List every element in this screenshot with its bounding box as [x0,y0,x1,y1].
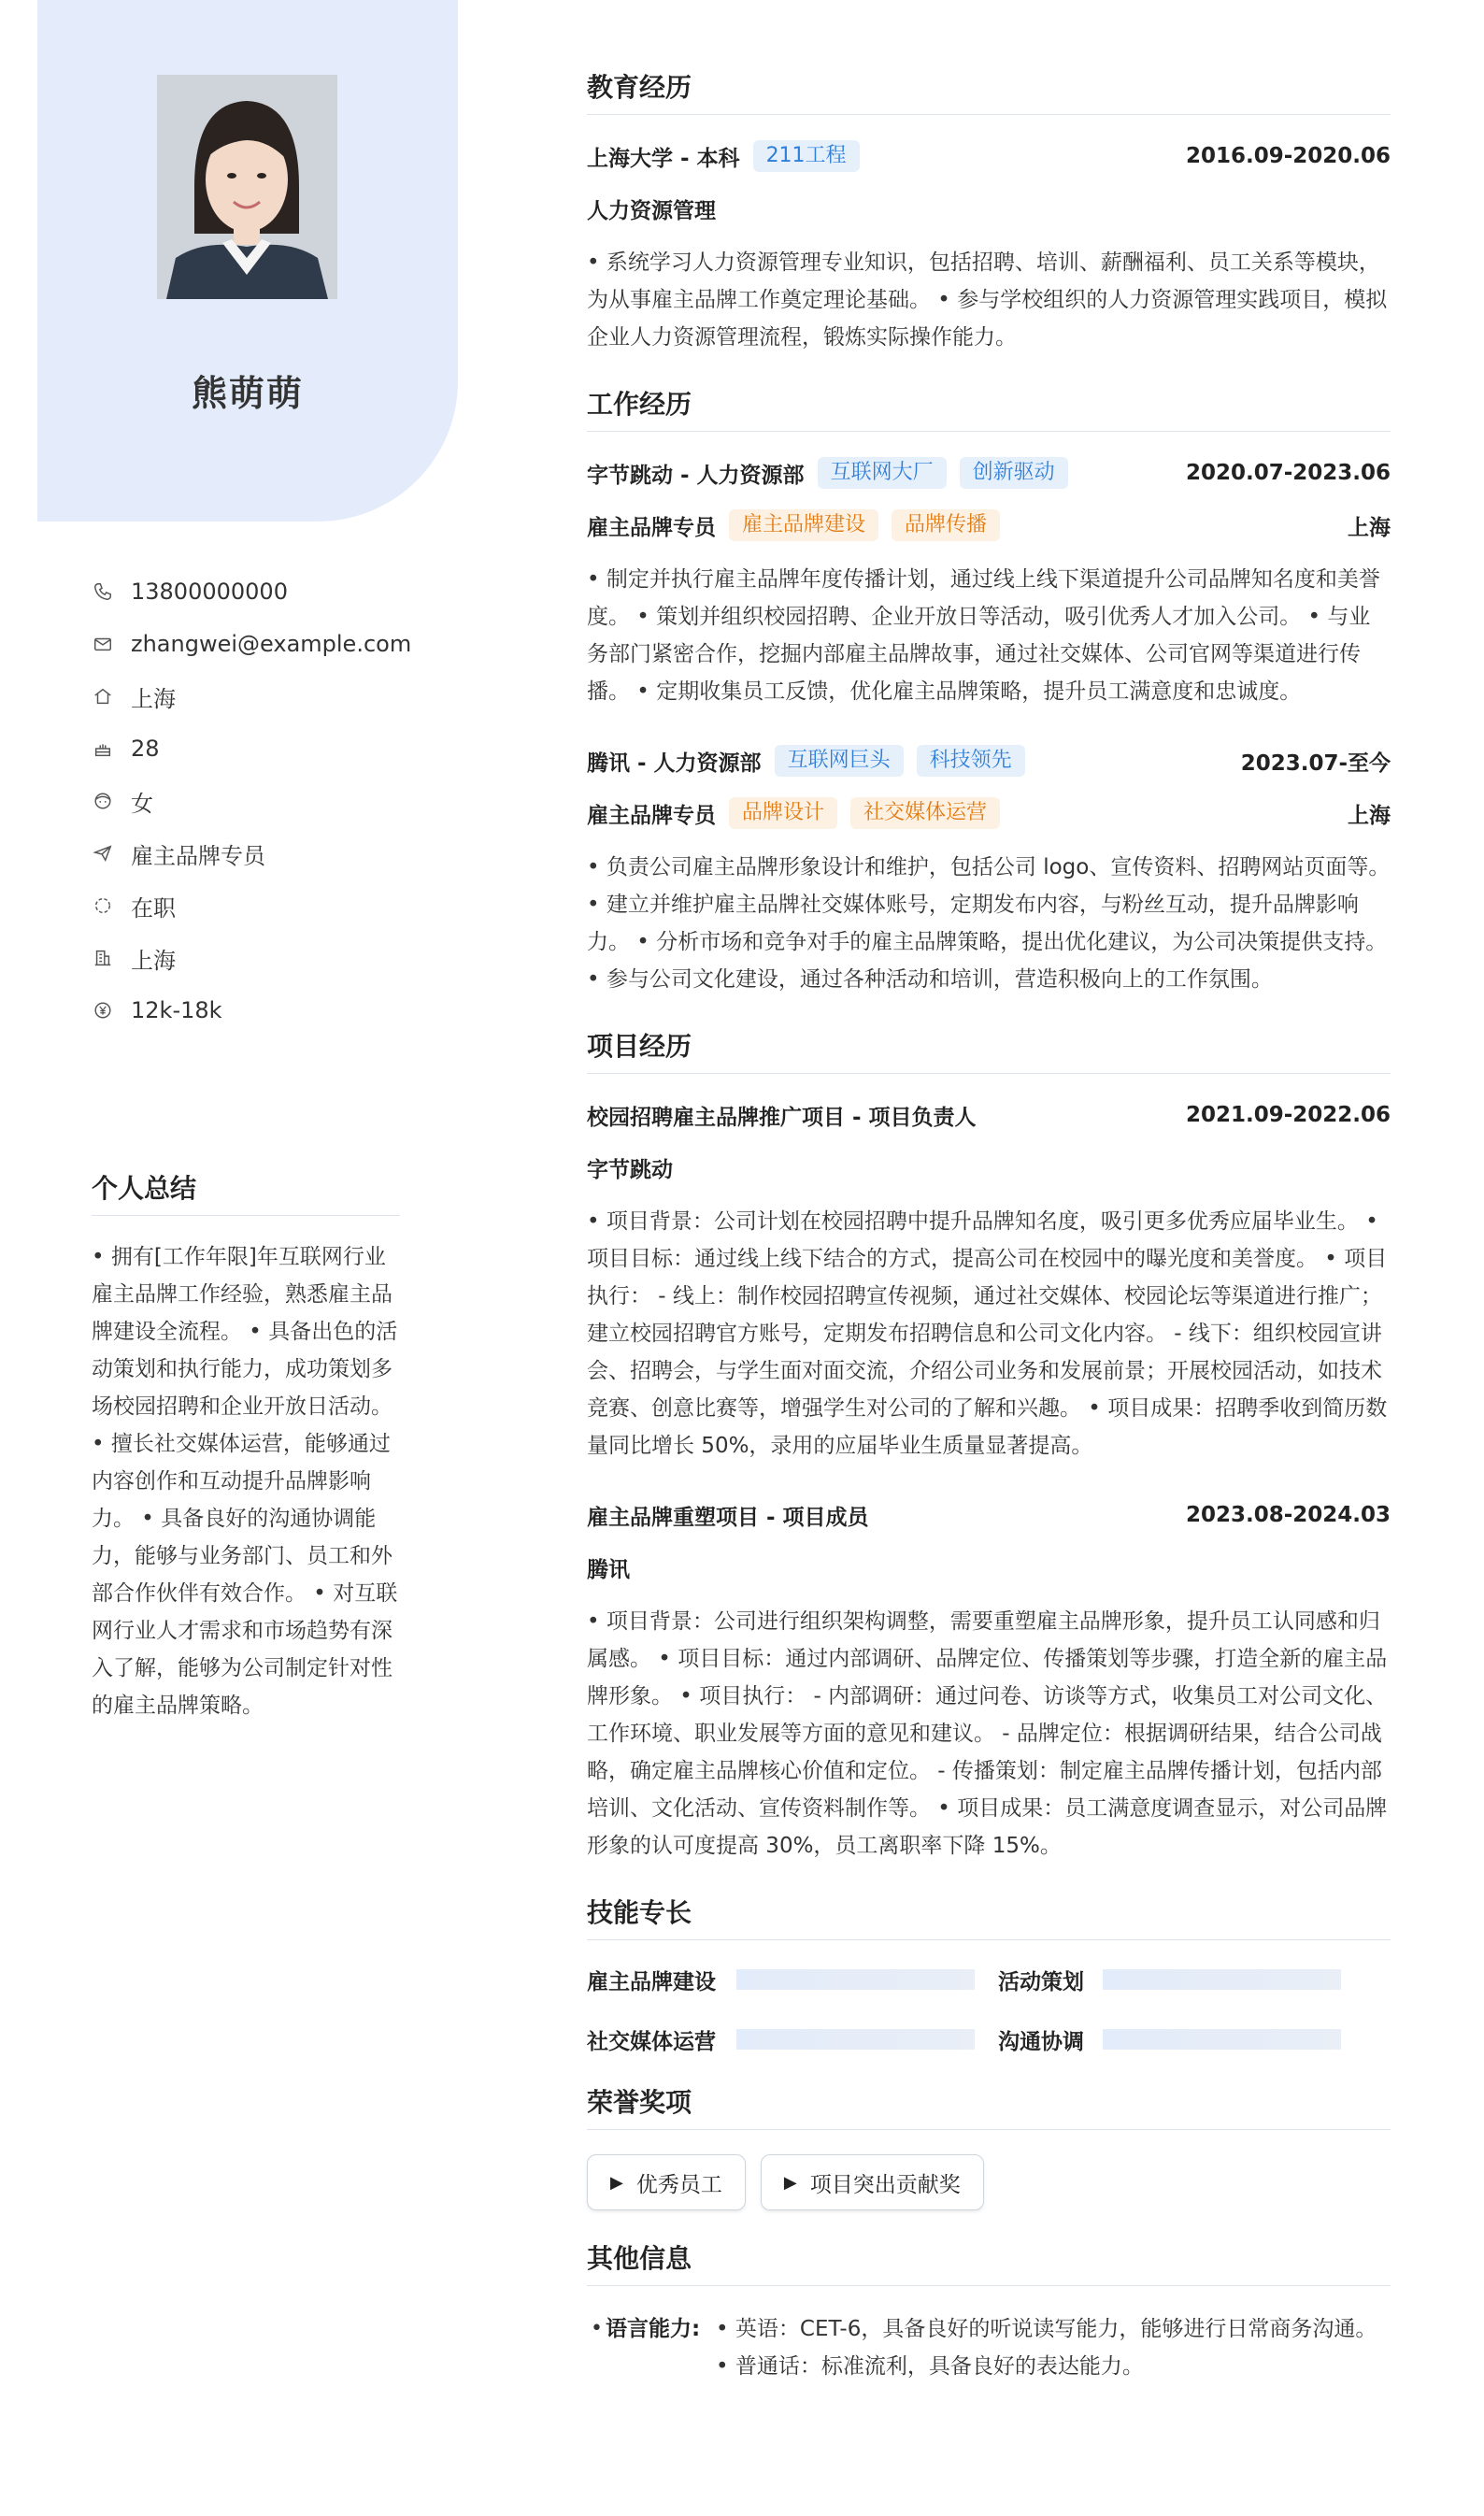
mail-icon [92,633,114,655]
play-icon: ▶ [610,2172,623,2193]
work-role-tag: 雇主品牌建设 [729,509,878,541]
work-date: 2020.07-2023.06 [1185,461,1391,485]
skill-item [998,1965,1391,1994]
play-icon: ▶ [783,2172,797,2193]
skill-name: 活动策划 [998,1969,1084,1994]
project-header [587,1098,1391,1132]
work-date: 2023.07-至今 [1240,751,1391,776]
work-section [587,384,1391,998]
other-item [587,2310,1391,2385]
work-city: 上海 [1348,515,1391,540]
other-text: • 英语：CET-6，具备良好的听说读写能力，能够进行日常商务沟通。 • 普通话：标准流利，具备良好的表达能力。 [716,2317,1377,2379]
skill-bar [1103,2029,1341,2050]
contact-salary [92,984,437,1036]
education-title: 教育经历 [587,67,1391,115]
project-date: 2023.08-2024.03 [1185,1503,1391,1527]
cake-icon [92,737,114,760]
skill-name: 社交媒体运营 [587,2029,716,2054]
work-company: 腾讯 - 人力资源部 [587,751,762,776]
project-name: 校园招聘雇主品牌推广项目 - 项目负责人 [587,1105,977,1130]
yen-icon [92,999,114,1022]
skills-section [587,1893,1391,2054]
contact-address [92,670,437,722]
profile-name: 熊萌萌 [191,373,304,414]
skill-item [587,1965,998,1994]
project-header [587,1498,1391,1532]
awards-title: 荣誉奖项 [587,2082,1391,2130]
contact-email-value: zhangwei@example.com [131,631,412,657]
contact-position-value: 雇主品牌专员 [131,842,265,869]
contact-phone [92,565,437,618]
contact-phone-value: 13800000000 [131,579,288,605]
home-icon [92,685,114,708]
work-role-row [587,508,1391,542]
work-item [587,456,1391,710]
contact-address-value: 上海 [131,685,176,712]
education-major-row [587,192,1391,225]
contact-status-value: 在职 [131,894,176,922]
projects-section [587,1026,1391,1865]
contact-salary-value: 12k-18k [131,997,222,1023]
work-company: 字节跳动 - 人力资源部 [587,463,805,488]
project-org: 腾讯 [587,1557,630,1582]
building-icon [92,947,114,969]
skill-name: 沟通协调 [998,2029,1084,2054]
project-org-row [587,1151,1391,1184]
contact-city-value: 上海 [131,947,176,974]
portrait-image [157,75,337,299]
contact-status [92,879,437,932]
work-header [587,744,1391,778]
send-icon [92,842,114,865]
contact-age [92,722,437,775]
education-section [587,67,1391,356]
work-role: 雇主品牌专员 [587,803,716,828]
award-label: 优秀员工 [635,2172,722,2197]
education-major: 人力资源管理 [587,198,716,223]
contact-gender-value: 女 [131,790,153,817]
skill-name: 雇主品牌建设 [587,1969,716,1994]
work-tag: 科技领先 [917,745,1025,777]
phone-icon [92,580,114,603]
education-header [587,139,1391,173]
work-title: 工作经历 [587,384,1391,432]
contact-age-value: 28 [131,736,160,762]
work-tag: 创新驱动 [960,457,1068,489]
skill-bar [1103,1969,1341,1990]
education-tag: 211工程 [753,140,860,172]
award-item[interactable] [761,2154,984,2210]
project-org-row [587,1551,1391,1584]
work-desc: • 负责公司雇主品牌形象设计和维护，包括公司 logo、宣传资料、招聘网站页面等。 • 建立并维护雇主品牌社交媒体账号，定期发布内容，与粉丝互动，提升品牌影响力。 • 分析市场和竞争对手的雇主品牌策略，提出优化建议，为公司决策提供支持。 • 参与公司文化建设，通过各种活动和培训，营造积极向上的工作氛围。 [587,855,1391,992]
work-tag: 互联网巨头 [775,745,904,777]
bullet-icon: • [591,2317,603,2340]
skill-fill [736,2029,975,2050]
skills-grid [587,1965,1391,2054]
awards-list [587,2154,1391,2210]
profile-photo [157,75,337,299]
face-icon [92,790,114,812]
other-title: 其他信息 [587,2238,1391,2286]
project-item [587,1098,1391,1465]
other-label: 语言能力: [606,2317,701,2341]
skill-fill [1103,2029,1341,2050]
work-role-tag: 品牌传播 [892,509,1000,541]
work-city: 上海 [1348,803,1391,828]
project-item [587,1498,1391,1865]
project-name: 雇主品牌重塑项目 - 项目成员 [587,1505,869,1530]
work-role-tag: 品牌设计 [729,797,837,829]
project-org: 字节跳动 [587,1157,673,1182]
work-tag: 互联网大厂 [818,457,947,489]
award-label: 项目突出贡献奖 [809,2172,961,2197]
education-desc: • 系统学习人力资源管理专业知识，包括招聘、培训、薪酬福利、员工关系等模块，为从事雇主品牌工作奠定理论基础。 • 参与学校组织的人力资源管理实践项目，模拟企业人力资源管理流程，锻炼实际操作能力。 [587,250,1388,350]
work-header [587,456,1391,490]
work-role-row [587,796,1391,830]
work-item [587,744,1391,998]
contact-email [92,618,437,670]
other-section [587,2238,1391,2385]
skill-fill [1103,1969,1341,1990]
work-desc: • 制定并执行雇主品牌年度传播计划，通过线上线下渠道提升公司品牌知名度和美誉度。 • 策划并组织校园招聘、企业开放日等活动，吸引优秀人才加入公司。 • 与业务部门紧密合作，挖掘内部雇主品牌故事，通过社交媒体、公司官网等渠道进行传播。 • 定期收集员工反馈，优化雇主品牌策略，提升员工满意度和忠诚度。 [587,567,1380,704]
project-desc: • 项目背景：公司进行组织架构调整，需要重塑雇主品牌形象，提升员工认同感和归属感。 • 项目目标：通过内部调研、品牌定位、传播策划等步骤，打造全新的雇主品牌形象。 • 项目执行： - 内部调研：通过问卷、访谈等方式，收集员工对公司文化、工作环境、职业发展等方面的意见和建议。 - 品牌定位：根据调研结果，结合公司战略，确定雇主品牌核心价值和定位。 - 传播策划：制定雇主品牌传播计划，包括内部培训、文化活动、宣传资料制作等。 • 项目成果：员工满意度调查显示，对公司品牌形象的认可度提高 30%，员工离职率下降 15%。 [587,1609,1388,1858]
education-school: 上海大学 - 本科 [587,146,740,171]
work-role-tag: 社交媒体运营 [850,797,1000,829]
contact-position [92,827,437,879]
main-content [587,67,1391,2413]
skill-item [587,2024,998,2054]
award-item[interactable] [587,2154,746,2210]
summary-title: 个人总结 [92,1168,400,1216]
contact-list [92,565,437,1036]
status-icon [92,894,114,917]
contact-gender [92,775,437,827]
project-desc: • 项目背景：公司计划在校园招聘中提升品牌知名度，吸引更多优秀应届毕业生。 • 项目目标：通过线上线下结合的方式，提高公司在校园中的曝光度和美誉度。 • 项目执行： - 线上：制作校园招聘宣传视频，通过社交媒体、校园论坛等渠道进行推广；建立校园招聘官方账号，定期发布招聘信息和公司文化内容。 - 线下：组织校园宣讲会、招聘会，与学生面对面交流，介绍公司业务和发展前景；开展校园活动，如技术竞赛、创意比赛等，增强学生对公司的了解和兴趣。 • 项目成果：招聘季收到简历数量同比增长 50%，录用的应届毕业生质量显著提高。 [587,1209,1388,1458]
education-date: 2016.09-2020.06 [1185,144,1391,168]
skill-item [998,2024,1391,2054]
skills-title: 技能专长 [587,1893,1391,1940]
awards-section [587,2082,1391,2210]
skill-fill [736,1969,975,1990]
skill-bar [736,2029,975,2050]
projects-title: 项目经历 [587,1026,1391,1074]
summary-text: • 拥有[工作年限]年互联网行业雇主品牌工作经验，熟悉雇主品牌建设全流程。 • 具备出色的活动策划和执行能力，成功策划多场校园招聘和企业开放日活动。 • 擅长社交媒体运营，能够通过内容创作和互动提升品牌影响力。 • 具备良好的沟通协调能力，能够与业务部门、员工和外部合作伙伴有效合作。 • 对互联网行业人才需求和市场趋势有深入了解，能够为公司制定针对性的雇主品牌策略。 [92,1245,398,1718]
project-date: 2021.09-2022.06 [1185,1103,1391,1127]
work-role: 雇主品牌专员 [587,515,716,540]
skill-bar [736,1969,975,1990]
contact-city [92,932,437,984]
